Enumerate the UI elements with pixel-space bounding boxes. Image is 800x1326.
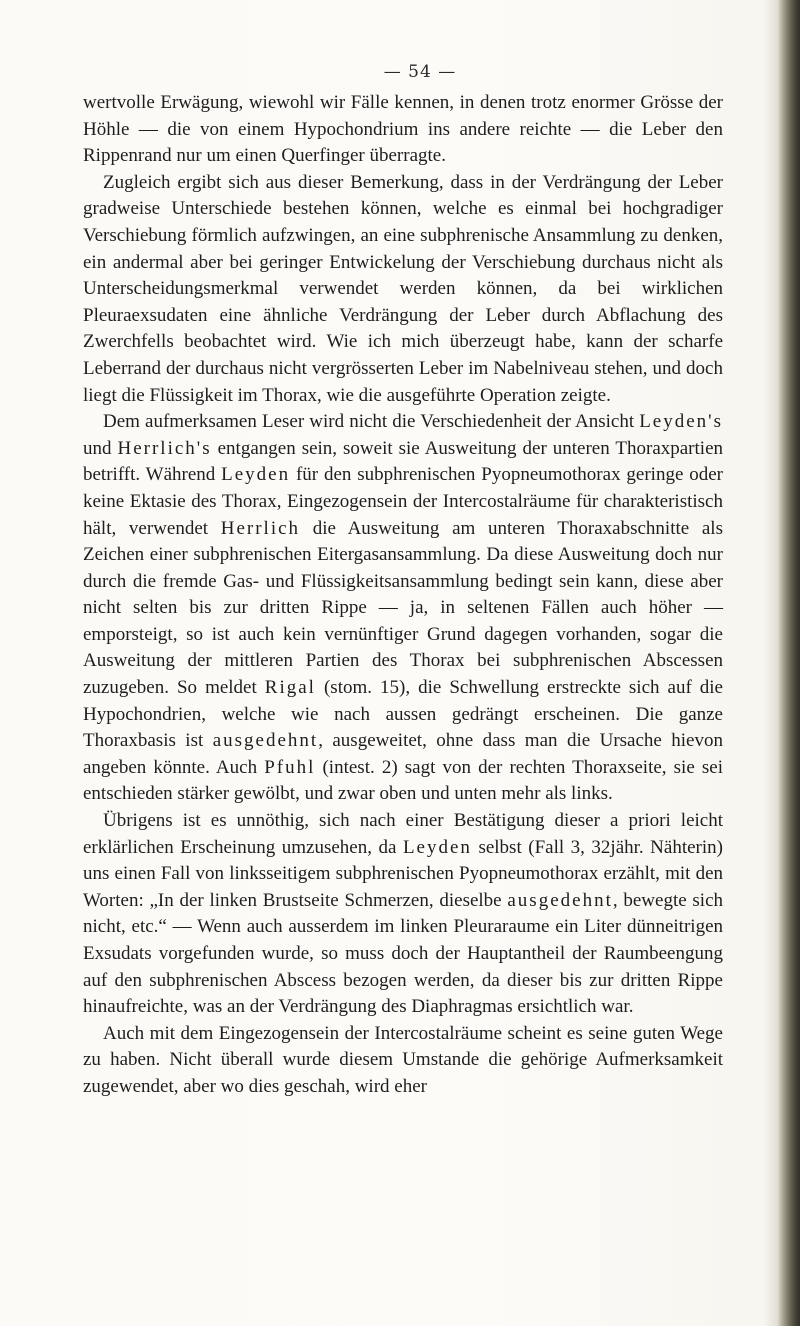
text-run: wertvolle Erwägung, wiewohl wir Fälle kennen, in denen trotz enormer Grösse der Höhle — die von einem Hypochondrium ins andere reichte — die Leber den Rippenrand nur um einen Querfinger überragte.	[83, 92, 723, 167]
spaced-name: Herrlich's	[117, 437, 212, 459]
spaced-name: Herrlich	[220, 517, 301, 539]
text-run: Dem aufmerksamen Leser wird nicht die Verschiedenheit der Ansicht	[103, 411, 640, 433]
text-run: die Ausweitung am unteren Thoraxabschnitte als Zeichen einer subphrenischen Eitergasansammlung. Da diese Ausweitung doch nur durch die fremde Gas- und Flüssigkeitsansammlung bedingt sein kann, diese aber nicht selten bis zur dritten Rippe — ja, in seltenen Fällen auch höher — emporsteigt, so ist auch kein vernünftiger Grund dagegen vorhanden, sogar die Ausweitung der mittleren Partien des Thorax bei subphrenischen Abscessen zuzugeben. So meldet	[83, 517, 723, 699]
spaced-name: Pfuhl	[264, 756, 316, 778]
paragraph-3	[83, 409, 723, 808]
page-number: — 54 —	[383, 62, 457, 82]
text-run: , bewegte sich nicht, etc.“ — Wenn auch ausserdem im linken Pleuraraume ein Liter dünneitrigen Exsudats vorgefunden wurde, so muss doch der Hauptantheil der Raumbeengung auf den subphrenischen Abscess bezogen werden, da dieser bis zur dritten Rippe hinaufreichte, was an der Verdrängung des Diaphragmas ersichtlich war.	[83, 889, 724, 1018]
spaced-name: Leyden	[221, 464, 291, 486]
paragraph-1	[83, 90, 723, 170]
spaced-name: Leyden's	[639, 411, 723, 433]
spaced-name: Rigal	[264, 677, 316, 699]
paragraph-4	[83, 808, 723, 1021]
text-run: selbst (Fall 3, 32jähr. Nähterin) uns einen Fall von linksseitigem subphrenischen Pyopneumothorax erzählt, mit den Worten: „In der linken Brustseite Schmerzen, dieselbe	[83, 836, 723, 911]
text-run: Übrigens ist es unnöthig, sich nach einer Bestätigung dieser a priori leicht erklärlichen Erscheinung umzusehen, da	[83, 810, 723, 858]
paragraph-5	[83, 1021, 723, 1101]
body-text	[83, 90, 723, 1101]
text-run: Zugleich ergibt sich aus dieser Bemerkung, dass in der Verdrängung der Leber gradweise Unterschiede bestehen können, welche es einmal bei hochgradiger Verschiebung förmlich aufzwingen, an eine subphrenische Ansammlung zu denken, ein andermal aber bei geringer Entwickelung der Verschiebung durchaus nicht als Unterscheidungsmerkmal verwendet werden können, da bei wirklichen Pleuraexsudaten eine ähnliche Verdrängung der Leber durch Abflachung des Zwerchfells beobachtet wird. Wie ich mich überzeugt habe, kann der scharfe Leberrand der durchaus nicht vergrösserten Leber im Nabelniveau stehen, und doch liegt die Flüssigkeit im Thorax, wie die ausgeführte Operation zeigte.	[83, 171, 723, 406]
spaced-name: ausgedehnt	[507, 889, 613, 911]
text-run: Auch mit dem Eingezogensein der Intercostalräume scheint es seine guten Wege zu haben. Nicht überall wurde diesem Umstande die gehörige Aufmerksamkeit zugewendet, aber wo dies geschah, wird eher	[83, 1022, 723, 1097]
text-run: und	[83, 437, 118, 459]
book-spine-edge	[778, 0, 800, 1326]
text-run: für den subphrenischen Pyopneumothorax geringe oder keine Ektasie des Thorax, Eingezogensein der Intercostalräume für charakteristisch hält, verwendet	[83, 464, 723, 539]
spaced-name: Leyden	[402, 836, 472, 858]
spaced-name: ausgedehnt	[212, 730, 319, 752]
page-edge-shadow	[764, 0, 778, 1326]
text-run: (intest. 2) sagt von der rechten Thoraxseite, sie sei entschieden stärker gewölbt, und zwar oben und unten mehr als links.	[83, 756, 723, 805]
text-run: (stom. 15), die Schwellung erstreckte sich auf die Hypochondrien, welche wie nach aussen gedrängt erscheinen. Die ganze Thoraxbasis ist	[83, 677, 723, 752]
text-run: entgangen sein, soweit sie Ausweitung der unteren Thoraxpartien betrifft. Während	[83, 437, 724, 486]
paragraph-2	[83, 170, 723, 409]
text-run: , ausgeweitet, ohne dass man die Ursache hievon angeben könnte. Auch	[83, 730, 723, 778]
